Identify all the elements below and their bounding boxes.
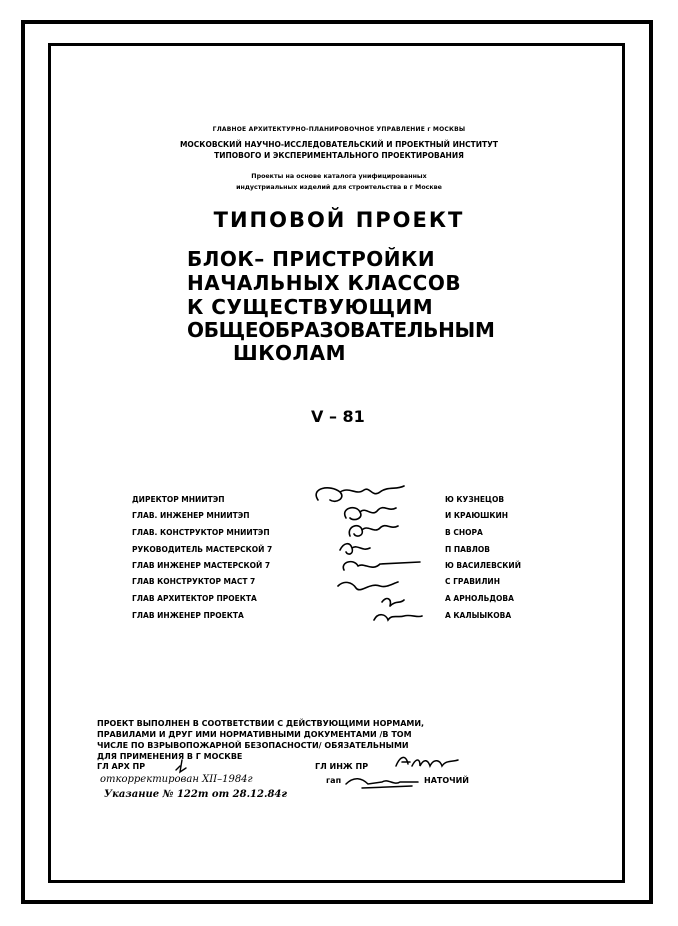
corrected-note: откорректирован ХII–1984г	[100, 774, 253, 785]
gl-inzh-label: ГЛ ИНЖ ПР	[315, 762, 369, 771]
gap-name: НАТОЧИЙ	[424, 776, 469, 785]
note-line-4: ДЛЯ ПРИМЕНЕНИЯ В Г МОСКВЕ	[97, 752, 243, 761]
signatory-role: ГЛАВ. КОНСТРУКТОР МНИИТЭП	[132, 528, 270, 537]
title-line-4: ОБЩЕОБРАЗОВАТЕЛЬНЫМ	[187, 318, 495, 342]
project-code: V – 81	[311, 407, 365, 426]
title-line-2: НАЧАЛЬНЫХ КЛАССОВ	[187, 271, 462, 295]
header-line-1: ГЛАВНОЕ АРХИТЕКТУРНО-ПЛАНИРОВОЧНОЕ УПРАВЛЕНИЕ г МОСКВЫ	[212, 126, 466, 133]
header-line-4: Проекты на основе каталога унифицированных	[251, 173, 427, 180]
title-line-5: ШКОЛАМ	[233, 341, 347, 365]
signatory-name: А КАЛЫЫКОВА	[445, 611, 512, 620]
signatory-name: Ю КУЗНЕЦОВ	[445, 495, 505, 504]
gl-arh-signature	[170, 756, 210, 776]
signatory-role: ГЛАВ ИНЖЕНЕР ПРОЕКТА	[132, 611, 244, 620]
signatory-role: ГЛАВ. ИНЖЕНЕР МНИИТЭП	[132, 511, 250, 520]
note-line-2: ПРАВИЛАМИ И ДРУГ ИМИ НОРМАТИВНЫМИ ДОКУМЕНТАМИ /В ТОМ	[97, 730, 412, 739]
header-line-2: МОСКОВСКИЙ НАУЧНО-ИССЛЕДОВАТЕЛЬСКИЙ И ПРОЕКТНЫЙ ИНСТИТУТ	[179, 140, 499, 149]
gl-arh-label: ГЛ АРХ ПР	[97, 762, 146, 771]
gl-inzh-signature	[392, 750, 462, 772]
note-line-1: ПРОЕКТ ВЫПОЛНЕН В СООТВЕТСТВИИ С ДЕЙСТВУЮЩИМИ НОРМАМИ,	[97, 719, 425, 728]
signatory-name: И КРАЮШКИН	[445, 511, 509, 520]
signatory-name: А АРНОЛЬДОВА	[445, 594, 514, 603]
gap-signature	[342, 772, 422, 792]
instruction-note: Указание № 122т от 28.12.84г	[104, 789, 287, 800]
header-line-3: ТИПОВОГО И ЭКСПЕРИМЕНТАЛЬНОГО ПРОЕКТИРОВАНИЯ	[214, 151, 464, 160]
signatory-role: ГЛАВ ИНЖЕНЕР МАСТЕРСКОЙ 7	[132, 561, 271, 570]
header-line-5: индустриальных изделий для строительства в г Москве	[236, 184, 442, 191]
note-line-3: ЧИСЛЕ ПО ВЗРЫВОПОЖАРНОЙ БЕЗОПАСНОСТИ/ ОБЯЗАТЕЛЬНЫМИ	[97, 741, 409, 750]
signatory-role: ГЛАВ КОНСТРУКТОР МАСТ 7	[132, 577, 256, 586]
signatory-name: Ю ВАСИЛЕВСКИЙ	[445, 561, 521, 570]
signatory-name: П ПАВЛОВ	[445, 545, 491, 554]
main-title: ТИПОВОЙ ПРОЕКТ	[213, 208, 465, 232]
signatory-role: РУКОВОДИТЕЛЬ МАСТЕРСКОЙ 7	[132, 545, 273, 554]
signatory-name: С ГРАВИЛИН	[445, 577, 500, 586]
signatory-role: ДИРЕКТОР МНИИТЭП	[132, 495, 225, 504]
signature-scribbles	[300, 478, 450, 628]
title-line-3: К СУЩЕСТВУЮЩИМ	[187, 295, 434, 319]
signatory-name: В СНОРА	[445, 528, 483, 537]
signatory-role: ГЛАВ АРХИТЕКТОР ПРОЕКТА	[132, 594, 257, 603]
gap-label: гап	[326, 776, 342, 785]
title-line-1: БЛОК– ПРИСТРОЙКИ	[187, 247, 436, 271]
